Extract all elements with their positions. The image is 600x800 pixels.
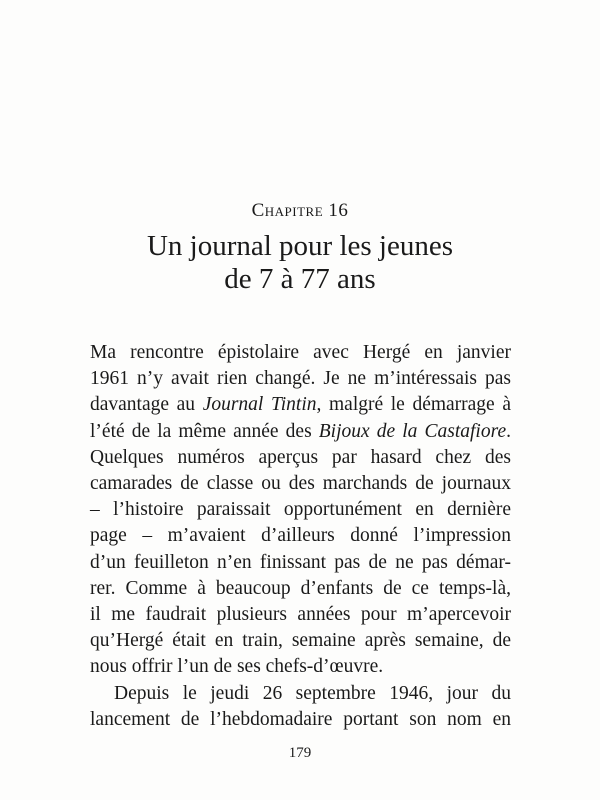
- text-line: il me faudrait plusieurs années pour m’apercevoir: [90, 604, 511, 626]
- chapter-label-first-letter: C: [251, 200, 265, 221]
- text-line: l’été de la même année des Bijoux de la Castafiore.: [90, 420, 511, 442]
- text-line: Quelques numéros aperçus par hasard chez des: [90, 446, 511, 468]
- chapter-title-line-2: de 7 à 77 ans: [224, 263, 376, 295]
- text-line: page – m’avaient d’ailleurs donné l’impression: [90, 525, 511, 547]
- paragraph: [90, 681, 511, 733]
- text-line: camarades de classe ou des marchands de journaux: [90, 473, 511, 495]
- text-line: davantage au Journal Tintin, malgré le démarrage à: [90, 394, 511, 416]
- text-line: lancement de l’hebdomadaire portant son nom en: [90, 708, 511, 730]
- text-line: d’un feuilleton n’en finissant pas de ne pas démar-: [90, 551, 511, 573]
- text-line: qu’Hergé était en train, semaine après semaine, de: [90, 630, 511, 652]
- chapter-number: 16: [328, 200, 349, 221]
- text-line: 1961 n’y avait rien changé. Je ne m’intéressais pas: [90, 368, 511, 390]
- text-line: rer. Comme à beaucoup d’enfants de ce temps-là,: [90, 577, 511, 599]
- text-line: nous offrir l’un de ses chefs-d’œuvre.: [90, 656, 384, 678]
- chapter-label-word: hapitre: [264, 200, 324, 221]
- text-line: Depuis le jeudi 26 septembre 1946, jour du: [114, 682, 511, 704]
- text-line: – l’histoire paraissait opportunément en dernière: [90, 499, 511, 521]
- chapter-title-line-1: Un journal pour les jeunes: [146, 230, 454, 262]
- paragraph: [90, 340, 511, 681]
- italic-title: Bijoux de la Castafiore: [318, 420, 507, 442]
- page-number: 179: [288, 745, 312, 761]
- text-line: Ma rencontre épistolaire avec Hergé en janvier: [90, 342, 511, 363]
- chapter-title: [0, 230, 600, 296]
- chapter-label: [0, 200, 600, 222]
- body-text: [90, 340, 511, 733]
- italic-title: Journal Tintin: [202, 394, 317, 416]
